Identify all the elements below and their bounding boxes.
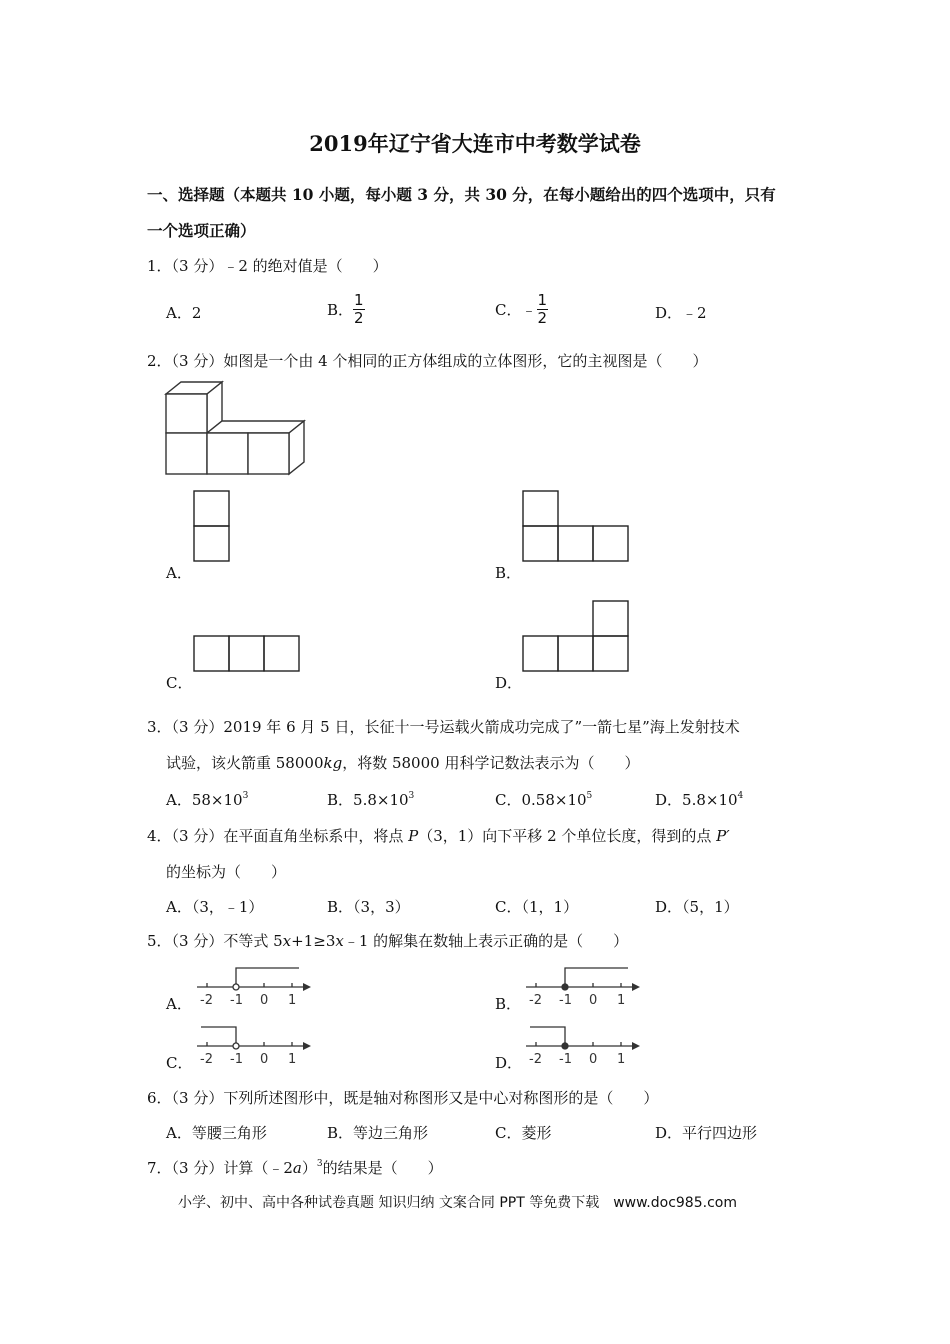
q2-option-c: C． <box>166 674 193 692</box>
q1-option-d: D．﹣2 <box>655 304 707 322</box>
q2-option-b: B． <box>495 564 522 582</box>
q2-option-b-figure <box>522 490 630 562</box>
q6-option-b: B．等边三角形 <box>327 1124 429 1142</box>
q5-option-d: D． <box>495 1054 523 1072</box>
q5-number-line-b <box>524 965 644 1007</box>
q5-option-a: A． <box>166 995 192 1013</box>
tick-label: 1 <box>617 1052 626 1067</box>
q5-number-line-c <box>195 1024 315 1066</box>
tick-label: 1 <box>288 1052 297 1067</box>
tick-label: -2 <box>200 1052 213 1067</box>
tick-label: 0 <box>589 1052 598 1067</box>
tick-label: -2 <box>200 993 213 1008</box>
question-3-stem: 3．（3 分）2019 年 6 月 5 日，长征十一号运载火箭成功完成了”一箭七星”海上发射技术 <box>147 718 740 736</box>
q3-option-b: B．$5.8\times 10^3$ <box>327 791 415 809</box>
q2-option-a: A． <box>166 564 192 582</box>
tick-label: -2 <box>529 993 542 1008</box>
q2-option-c-figure <box>193 635 301 673</box>
q2-option-d-figure <box>522 600 630 672</box>
tick-label: -1 <box>230 1052 243 1067</box>
fraction: $\frac{1}{2}$ <box>354 291 364 327</box>
q2-option-a-figure <box>193 490 231 562</box>
q5-option-c: C． <box>166 1054 193 1072</box>
q1-option-c: C．﹣ $\frac{1}{2}$ <box>495 291 548 327</box>
q6-option-d: D．平行四边形 <box>655 1124 758 1142</box>
q5-number-line-d <box>524 1024 644 1066</box>
q3-option-d: D．$5.8\times 10^4$ <box>655 791 744 809</box>
q4-option-a: A．（3，﹣1） <box>166 898 264 916</box>
question-1-stem: 1．（3 分）﹣2 的绝对值是（ ） <box>147 257 388 275</box>
tick-label: 1 <box>617 993 626 1008</box>
question-7-stem: 7．（3 分）计算（﹣2a）$^3$的结果是（ ） <box>147 1159 443 1177</box>
tick-label: -1 <box>559 993 572 1008</box>
q4-option-c: C．（1，1） <box>495 898 579 916</box>
question-3-stem-cont: 试验，该火箭重 58000kg，将数 58000 用科学记数法表示为（ ） <box>166 754 640 772</box>
section-heading: 一、选择题（本题共 10 小题，每小题 3 分，共 30 分，在每小题给出的四个选项中，只有 <box>147 185 776 204</box>
q4-option-d: D．（5，1） <box>655 898 739 916</box>
question-6-stem: 6．（3 分）下列所述图形中，既是轴对称图形又是中心对称图形的是（ ） <box>147 1089 659 1107</box>
tick-label: -1 <box>230 993 243 1008</box>
section-heading-cont: 一个选项正确） <box>147 221 256 240</box>
q3-option-c: C．$0.58\times 10^5$ <box>495 791 593 809</box>
tick-label: -1 <box>559 1052 572 1067</box>
q4-option-b: B．（3，3） <box>327 898 410 916</box>
q1-option-a: A．2 <box>166 304 202 322</box>
tick-label: 0 <box>589 993 598 1008</box>
q3-option-a: A．$58\times 10^3$ <box>166 791 249 809</box>
q5-number-line-a <box>195 965 315 1007</box>
question-4-stem: 4．（3 分）在平面直角坐标系中，将点 P（3，1）向下平移 2 个单位长度，得到的点 P′ <box>147 827 730 845</box>
page-title: 2019年辽宁省大连市中考数学试卷 <box>309 131 641 156</box>
cube-solid-figure <box>160 380 310 478</box>
footer-text: 小学、初中、高中各种试卷真题 知识归纳 文案合同 PPT 等免费下载 www.doc985.com <box>178 1195 737 1211</box>
tick-label: -2 <box>529 1052 542 1067</box>
q1-option-b: B． $\frac{1}{2}$ <box>327 291 364 327</box>
q5-option-b: B． <box>495 995 522 1013</box>
q2-option-d: D． <box>495 674 523 692</box>
fraction: $\frac{1}{2}$ <box>537 291 548 327</box>
question-2-stem: 2．（3 分）如图是一个由 4 个相同的正方体组成的立体图形，它的主视图是（ ） <box>147 352 708 370</box>
tick-label: 1 <box>288 993 297 1008</box>
q6-option-a: A．等腰三角形 <box>166 1124 267 1142</box>
question-4-stem-cont: 的坐标为（ ） <box>166 863 287 881</box>
tick-label: 0 <box>260 993 269 1008</box>
question-5-stem: 5．（3 分）不等式 5x+1≥3x﹣1 的解集在数轴上表示正确的是（ ） <box>147 932 629 950</box>
q6-option-c: C．菱形 <box>495 1124 552 1142</box>
tick-label: 0 <box>260 1052 269 1067</box>
